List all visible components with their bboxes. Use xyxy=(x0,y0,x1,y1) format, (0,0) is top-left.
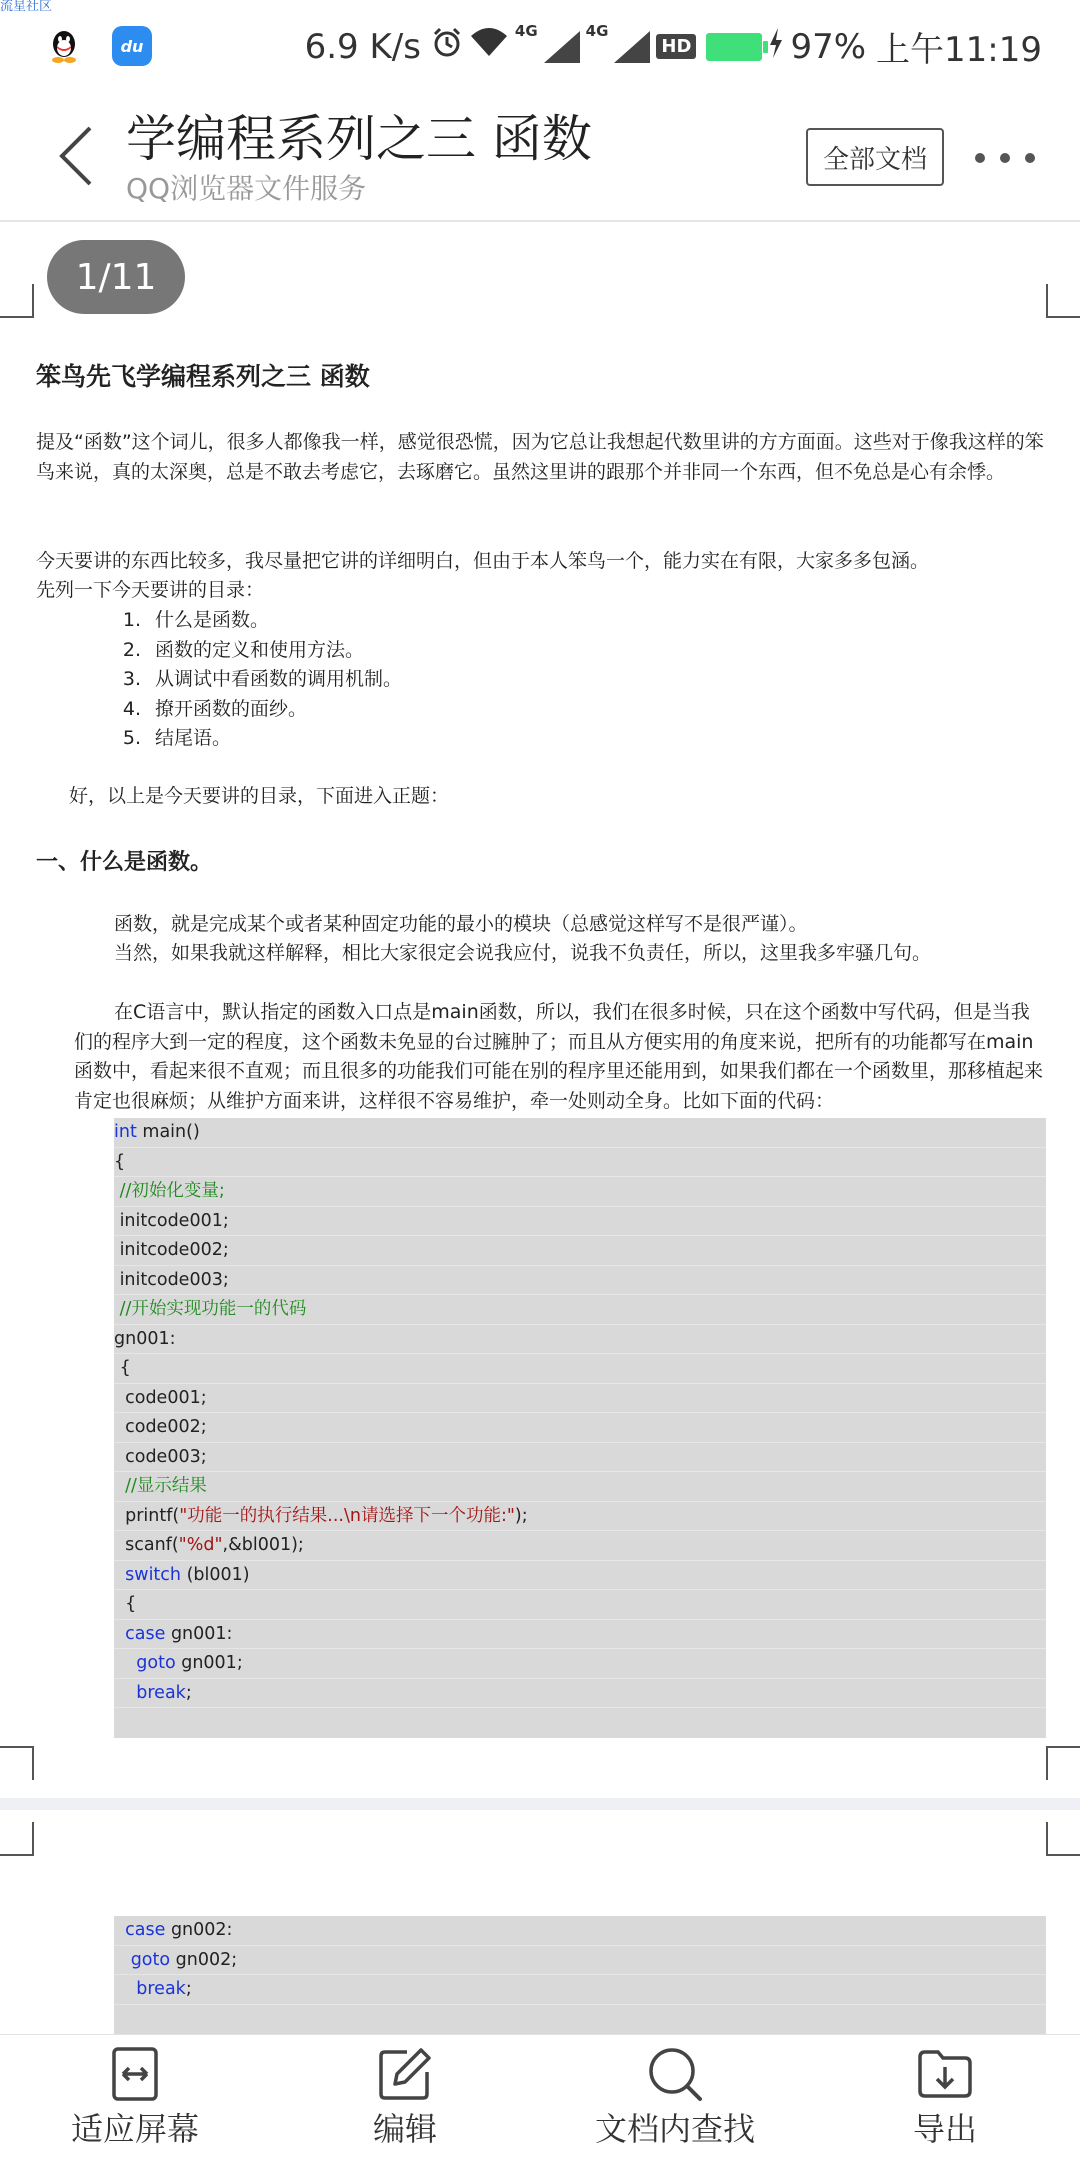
code-line: gn001: xyxy=(114,1325,1046,1355)
find-in-document-button[interactable] xyxy=(540,2035,810,2160)
document-viewer[interactable] xyxy=(0,222,1080,2034)
export-label: 导出 xyxy=(912,2110,977,2148)
code-line: case gn002: xyxy=(114,1916,1046,1946)
battery-percent: 97% xyxy=(790,26,867,67)
crop-mark xyxy=(1046,1746,1080,1780)
code-line: break; xyxy=(114,1975,1046,2005)
crop-mark xyxy=(1046,1822,1080,1856)
list-item: 4. 撩开函数的面纱。 xyxy=(122,697,308,720)
paragraph-3: 先列一下今天要讲的目录： xyxy=(36,579,265,601)
signal-icon xyxy=(544,31,580,63)
code-line: //初始化变量; xyxy=(114,1177,1046,1207)
code-line: //开始实现功能一的代码 xyxy=(114,1295,1046,1325)
code-line: { xyxy=(114,1148,1046,1178)
paragraph-6: 当然，如果我就这样解释，相比大家很定会说我应付，说我不负责任，所以，这里我多牢骚几句。 xyxy=(114,942,932,964)
edit-button[interactable] xyxy=(270,2035,540,2160)
export-button[interactable] xyxy=(810,2035,1080,2160)
find-in-document-label: 文档内查找 xyxy=(594,2110,755,2148)
charging-icon xyxy=(768,27,784,67)
folder-download-icon xyxy=(916,2045,974,2103)
crop-mark xyxy=(0,1746,34,1780)
signal-icon-2 xyxy=(614,31,650,63)
code-line: initcode001; xyxy=(114,1207,1046,1237)
fit-screen-icon xyxy=(106,2045,164,2103)
code-line: code002; xyxy=(114,1413,1046,1443)
code-line: code003; xyxy=(114,1443,1046,1473)
chevron-left-icon xyxy=(56,124,96,188)
code-line: //显示结果 xyxy=(114,1472,1046,1502)
code-line: goto gn002; xyxy=(114,1946,1046,1976)
code-line: break; xyxy=(114,1679,1046,1709)
all-documents-button[interactable]: 全部文档 xyxy=(806,128,944,186)
back-button[interactable] xyxy=(44,120,108,192)
list-item: 3. 从调试中看函数的调用机制。 xyxy=(122,668,403,690)
alarm-icon xyxy=(431,26,463,67)
table-of-contents xyxy=(105,606,402,754)
page-indicator: 1/11 xyxy=(47,240,185,314)
crop-mark xyxy=(1046,284,1080,318)
wifi-icon xyxy=(469,26,509,67)
search-icon xyxy=(646,2045,704,2103)
code-line: int main() xyxy=(114,1118,1046,1148)
code-line: case gn001: xyxy=(114,1620,1046,1650)
network-4g-label: 4G xyxy=(514,22,538,40)
paragraph-2: 今天要讲的东西比较多，我尽量把它讲的详细明白，但由于本人笨鸟一个，能力实在有限，大家多多包涵。 xyxy=(36,550,930,572)
paragraph-7: 在C语言中，默认指定的函数入口点是main函数，所以，我们在很多时候，只在这个函数中写代码，但是当我们的程序大到一定的程度，这个函数未免显的台过臃肿了；而且从方便实用的角度来说，把所有的功能都写在main函数中，看起来很不直观；而且很多的功能我们可能在别的程序里还能用到，如果我们都在一个函数里，那移植起来肯定也很麻烦；从维护方面来讲，这样很不容易维护，牵一处则动全身。比如下面的代码： xyxy=(74,1001,1044,1112)
network-speed: 6.9 K/s xyxy=(304,26,421,67)
more-options-button[interactable] xyxy=(975,140,1035,176)
fit-screen-label: 适应屏幕 xyxy=(70,2110,199,2148)
network-4g-label-2: 4G xyxy=(585,22,609,40)
status-bar xyxy=(0,0,1080,90)
qq-app-icon xyxy=(44,26,84,66)
code-block xyxy=(114,1118,1046,1738)
app-header xyxy=(0,90,1080,222)
list-item: 2. 函数的定义和使用方法。 xyxy=(122,638,365,661)
more-dot-icon xyxy=(1025,153,1035,163)
edit-label: 编辑 xyxy=(372,2110,437,2148)
list-item: 1. 什么是函数。 xyxy=(122,609,270,631)
code-line: initcode003; xyxy=(114,1266,1046,1296)
code-line: goto gn001; xyxy=(114,1649,1046,1679)
fit-screen-button[interactable] xyxy=(0,2035,270,2160)
baidu-du-app-icon: du xyxy=(112,26,152,66)
code-line: { xyxy=(114,1590,1046,1620)
page-subtitle: QQ浏览器文件服务 xyxy=(126,172,367,205)
hd-voice-badge: HD xyxy=(656,34,696,59)
community-tag: 流星社区 xyxy=(0,0,53,14)
section-heading: 一、什么是函数。 xyxy=(36,850,213,875)
paragraph-5: 函数，就是完成某个或者某种固定功能的最小的模块（总感觉这样写不是很严谨）。 xyxy=(114,913,808,935)
code-line: initcode002; xyxy=(114,1236,1046,1266)
document-heading: 笨鸟先飞学编程系列之三 函数 xyxy=(36,362,370,391)
paragraph-1: 提及“函数”这个词儿，很多人都像我一样，感觉很恐慌，因为它总让我想起代数里讲的方方面面。这些对于像我这样的笨鸟来说，真的太深奥，总是不敢去考虑它，去琢磨它。虽然这里讲的跟那个并非同一个东西，但不免总是心有余悸。 xyxy=(36,431,1044,483)
code-line: scanf("%d",&bl001); xyxy=(114,1531,1046,1561)
list-item: 5. 结尾语。 xyxy=(122,727,232,749)
code-line: printf("功能一的执行结果...\n请选择下一个功能:"); xyxy=(114,1502,1046,1532)
crop-mark xyxy=(0,284,34,318)
more-dot-icon xyxy=(1000,153,1010,163)
more-dot-icon xyxy=(975,153,985,163)
bottom-toolbar xyxy=(0,2034,1080,2160)
paragraph-4: 好，以上是今天要讲的目录，下面进入正题： xyxy=(69,785,450,807)
clock: 上午11:19 xyxy=(876,30,1042,70)
crop-mark xyxy=(0,1822,34,1856)
code-line: switch (bl001) xyxy=(114,1561,1046,1591)
code-block xyxy=(114,1916,1046,2034)
code-line: code001; xyxy=(114,1384,1046,1414)
battery-icon xyxy=(706,33,762,61)
edit-icon xyxy=(376,2045,434,2103)
code-line: { xyxy=(114,1354,1046,1384)
page-separator xyxy=(0,1798,1080,1810)
page-title: 学编程系列之三 函数 xyxy=(126,110,592,168)
